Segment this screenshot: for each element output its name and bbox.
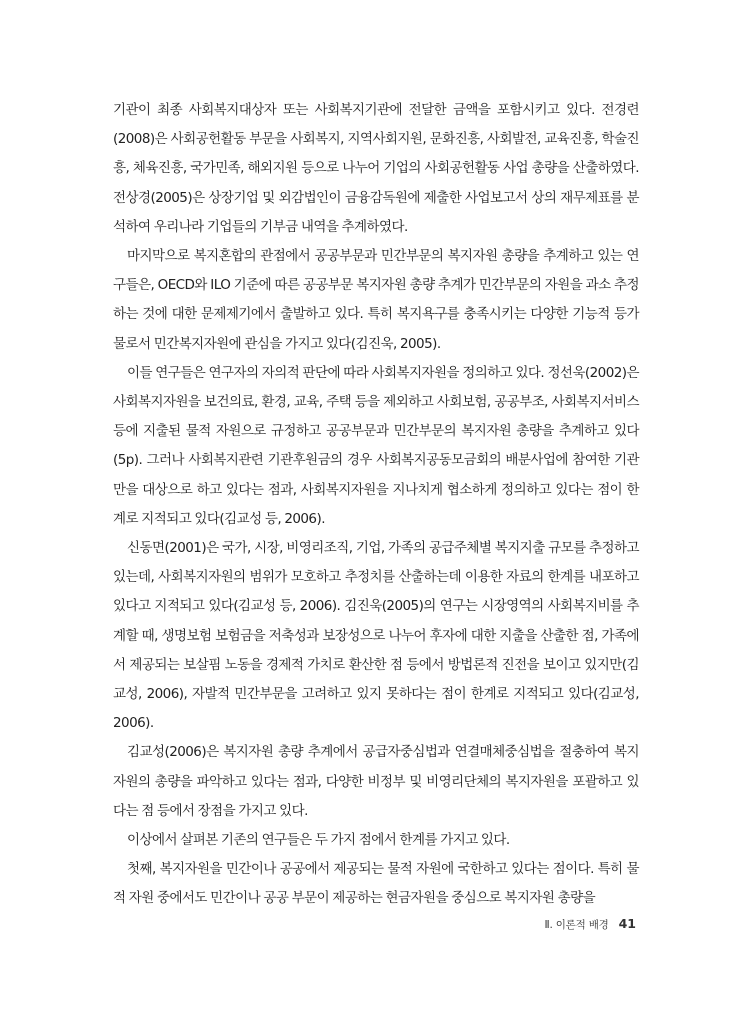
- paragraph-6: 이상에서 살펴본 기존의 연구들은 두 가지 점에서 한계를 가지고 있다.: [127, 832, 510, 849]
- paragraph-7: 첫째, 복지자원을 민간이나 공공에서 제공되는 물적 자원에 국한하고 있다는 점이다. 특히 물적 자원 중에서도 민간이나 공공 부문이 제공하는 현금자원을 중심으로 복지자원 총량을: [113, 861, 639, 907]
- page-number: 41: [618, 916, 636, 931]
- paragraph-5: 김교성(2006)은 복지자원 총량 추계에서 공급자중심법과 연결매체중심법을 절충하여 복지자원의 총량을 파악하고 있다는 점과, 다양한 비정부 및 비영리단체의 복지자원을 포괄하고 있다는 점 등에서 장점을 가지고 있다.: [113, 744, 639, 819]
- page-footer: [544, 916, 636, 932]
- paragraph-2: 마지막으로 복지혼합의 관점에서 공공부문과 민간부문의 복지자원 총량을 추계하고 있는 연구들은, OECD와 ILO 기준에 따른 공공부문 복지자원 총량 추계가 민간부문의 자원을 과소 추정하는 것에 대한 문제제기에서 출발하고 있다. 특히 복지욕구를 충족시키는 다양한 기능적 등가물로서 민간복지자원에 관심을 가지고 있다(김진욱, 2005).: [113, 248, 639, 352]
- paragraph-3: 이들 연구들은 연구자의 자의적 판단에 따라 사회복지자원을 정의하고 있다. 정선욱(2002)은 사회복지자원을 보건의료, 환경, 교육, 주택 등을 제외하고 사회보험, 공공부조, 사회복지서비스 등에 지출된 물적 자원으로 규정하고 공공부문과 민간부문의 복지자원 총량을 추계하고 있다(5p). 그러나 사회복지관련 기관후원금의 경우 사회복지공동모금회의 배분사업에 참여한 기관만을 대상으로 하고 있다는 점과, 사회복지자원을 지나치게 협소하게 정의하고 있다는 점이 한계로 지적되고 있다(김교성 등, 2006).: [113, 364, 639, 527]
- paragraph-4: 신동면(2001)은 국가, 시장, 비영리조직, 기업, 가족의 공급주체별 복지지출 규모를 추정하고 있는데, 사회복지자원의 범위가 모호하고 추정치를 산출하는데 이용한 자료의 한계를 내포하고 있다고 지적되고 있다(김교성 등, 2006). 김진욱(2005)의 연구는 시장영역의 사회복지비를 추계할 때, 생명보험 보험금을 저축성과 보장성으로 나누어 후자에 대한 지출을 산출한 점, 가족에서 제공되는 보살핌 노동을 경제적 가치로 환산한 점 등에서 방법론적 진전을 보이고 있지만(김교성, 2006), 자발적 민간부문을 고려하고 있지 못하다는 점이 한계로 지적되고 있다(김교성, 2006).: [113, 540, 639, 732]
- body-text: [113, 96, 639, 914]
- footer-section-title: Ⅱ. 이론적 배경: [544, 919, 609, 931]
- paragraph-1: 기관이 최종 사회복지대상자 또는 사회복지기관에 전달한 금액을 포함시키고 있다. 전경련(2008)은 사회공헌활동 부문을 사회복지, 지역사회지원, 문화진흥, 사회발전, 교육진흥, 학술진흥, 체육진흥, 국가민족, 해외지원 등으로 나누어 기업의 사회공헌활동 사업 총량을 산출하였다. 전상경(2005)은 상장기업 및 외감법인이 금융감독원에 제출한 사업보고서 상의 재무제표를 분석하여 우리나라 기업들의 기부금 내역을 추계하였다.: [113, 102, 639, 235]
